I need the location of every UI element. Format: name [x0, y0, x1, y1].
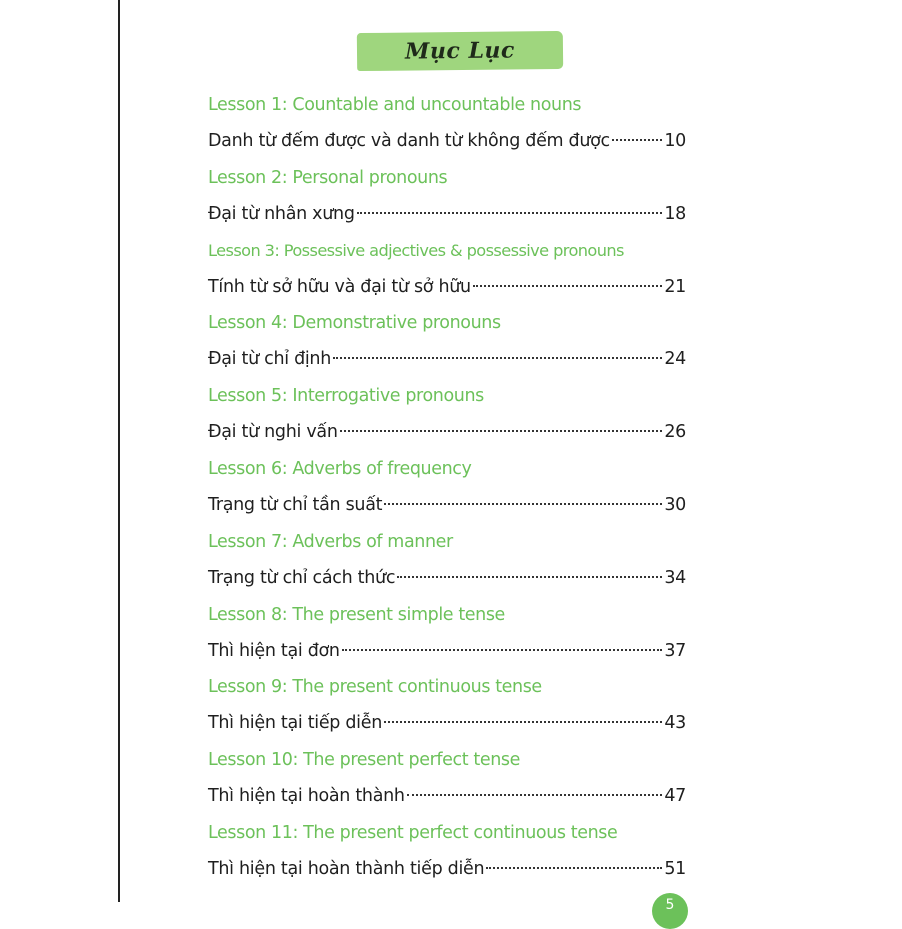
lesson-title: Lesson 8: The present simple tense — [208, 604, 505, 625]
toc-entry-lesson-6[interactable] — [208, 454, 686, 527]
lesson-title: Lesson 3: Possessive adjectives & possessive pronouns — [208, 240, 624, 260]
toc-entry-lesson-4[interactable] — [208, 308, 686, 381]
toc-entry-lesson-8[interactable] — [208, 600, 686, 673]
lesson-page-number: 30 — [664, 494, 686, 515]
toc-entry-lesson-1[interactable] — [208, 90, 686, 163]
lesson-line — [208, 126, 686, 162]
title-banner — [357, 31, 563, 71]
lesson-title: Lesson 10: The present perfect tense — [208, 750, 520, 771]
lesson-page-number: 18 — [664, 203, 686, 224]
lesson-line — [208, 636, 686, 672]
dot-leader — [486, 867, 662, 869]
dot-leader — [407, 794, 663, 796]
dot-leader — [384, 721, 662, 723]
lesson-vietnamese-title: Thì hiện tại hoàn thành tiếp diễn — [208, 858, 485, 879]
dot-leader — [357, 212, 663, 214]
lesson-page-number: 34 — [664, 567, 686, 588]
lesson-title: Lesson 9: The present continuous tense — [208, 677, 542, 698]
toc-entry-lesson-11[interactable] — [208, 818, 686, 891]
lesson-line — [208, 708, 686, 744]
lesson-page-number: 47 — [664, 786, 686, 807]
lesson-vietnamese-title: Thì hiện tại tiếp diễn — [208, 713, 382, 734]
table-of-contents — [208, 90, 686, 891]
lesson-vietnamese-title: Thì hiện tại hoàn thành — [208, 786, 405, 807]
lesson-line — [208, 199, 686, 235]
lesson-vietnamese-title: Trạng từ chỉ tần suất — [208, 494, 383, 515]
lesson-title: Lesson 1: Countable and uncountable nouns — [208, 95, 582, 115]
lesson-title: Lesson 4: Demonstrative pronouns — [208, 313, 501, 334]
toc-entry-lesson-3[interactable] — [208, 236, 686, 309]
lesson-page-number: 10 — [664, 131, 686, 151]
dot-leader — [612, 139, 662, 141]
lesson-line — [208, 417, 686, 453]
lesson-title: Lesson 7: Adverbs of manner — [208, 531, 453, 552]
toc-entry-lesson-10[interactable] — [208, 745, 686, 818]
lesson-page-number: 26 — [664, 422, 686, 443]
page-spine-line — [118, 0, 120, 902]
lesson-vietnamese-title: Thì hiện tại đơn — [208, 640, 340, 661]
dot-leader — [333, 357, 662, 359]
lesson-page-number: 51 — [664, 858, 686, 879]
toc-entry-lesson-9[interactable] — [208, 672, 686, 745]
toc-entry-lesson-5[interactable] — [208, 381, 686, 454]
lesson-line — [208, 854, 686, 890]
toc-entry-lesson-7[interactable] — [208, 527, 686, 600]
dot-leader — [340, 430, 663, 432]
lesson-page-number: 24 — [664, 349, 686, 370]
dot-leader — [384, 503, 662, 505]
lesson-vietnamese-title: Đại từ nhân xưng — [208, 203, 355, 224]
lesson-page-number: 21 — [664, 276, 686, 297]
lesson-title: Lesson 6: Adverbs of frequency — [208, 458, 472, 479]
lesson-title: Lesson 11: The present perfect continuous tense — [208, 822, 618, 843]
lesson-vietnamese-title: Danh từ đếm được và danh từ không đếm được — [208, 131, 610, 151]
dot-leader — [342, 649, 663, 651]
lesson-vietnamese-title: Đại từ chỉ định — [208, 349, 332, 370]
lesson-title: Lesson 5: Interrogative pronouns — [208, 386, 484, 407]
lesson-line — [208, 563, 686, 599]
toc-entry-lesson-2[interactable] — [208, 163, 686, 236]
dot-leader — [473, 285, 663, 287]
page-title: Mục Lục — [404, 37, 516, 65]
lesson-title: Lesson 2: Personal pronouns — [208, 167, 448, 188]
page-number-badge: 5 — [652, 893, 688, 929]
lesson-vietnamese-title: Đại từ nghi vấn — [208, 422, 338, 443]
lesson-line — [208, 272, 686, 308]
lesson-line — [208, 781, 686, 817]
dot-leader — [397, 576, 662, 578]
lesson-line — [208, 490, 686, 526]
lesson-vietnamese-title: Tính từ sở hữu và đại từ sở hữu — [208, 276, 471, 297]
lesson-page-number: 43 — [664, 713, 686, 734]
lesson-line — [208, 344, 686, 380]
lesson-page-number: 37 — [664, 640, 686, 661]
lesson-vietnamese-title: Trạng từ chỉ cách thức — [208, 567, 396, 588]
